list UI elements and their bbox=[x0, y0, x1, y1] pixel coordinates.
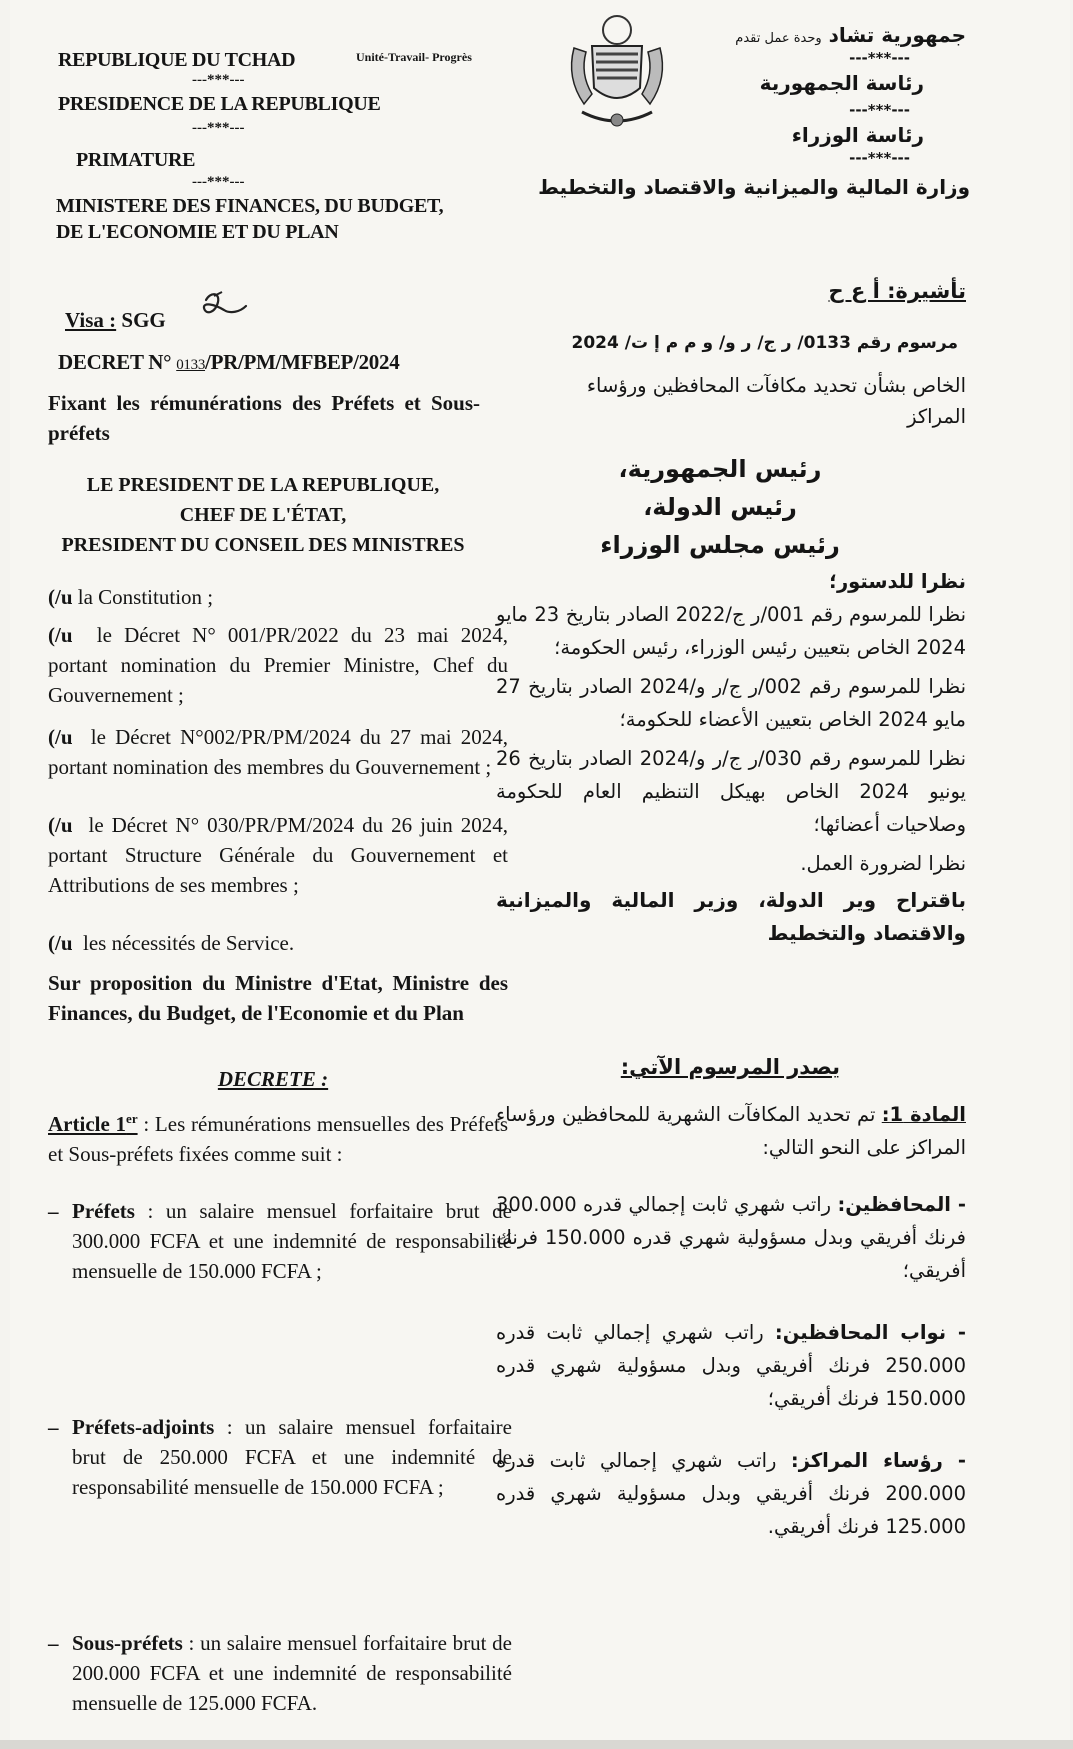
ar-ministry: وزارة المالية والميزانية والاقتصاد والتخطيط bbox=[538, 175, 970, 199]
ar-considerations bbox=[496, 565, 966, 950]
fr-vu-decree-001: (/u le Décret N° 001/PR/2022 du 23 mai 2024, portant nomination du Premier Ministre, Chef du Gouvernement ; bbox=[48, 623, 509, 707]
fr-vu-decree-002: (/u le Décret N°002/PR/PM/2024 du 27 mai 2024, portant nomination des membres du Gouvernement ; bbox=[48, 725, 508, 779]
ar-visa: تأشيرة: أ ع ح bbox=[828, 279, 966, 303]
fr-item-prefets-adjoints: – Préfets-adjoints : un salaire mensuel forfaitaire brut de 250.000 FCFA et une indemnité de responsabilité mensuelle de 150.000 FCFA ; bbox=[48, 1415, 512, 1499]
ar-proposal: باقتراح وير الدولة، وزير المالية والميزانية والاقتصاد والتخطيط bbox=[496, 888, 966, 945]
ar-item-center-heads: - رؤساء المراكز: راتب شهري إجمالي ثابت قدره 200.000 فرنك أفريقي وبدل مسؤولية شهري قدره 125.000 فرنك أفريقي. bbox=[496, 1449, 966, 1538]
document-page bbox=[10, 0, 1070, 1749]
ar-prime-minister: رئاسة الوزراء bbox=[791, 123, 924, 147]
fr-visa bbox=[65, 308, 166, 333]
page-bottom-edge bbox=[0, 1740, 1073, 1749]
fr-visa-value: SGG bbox=[121, 308, 166, 332]
fr-vu-constitution: (/u la Constitution ; bbox=[48, 585, 214, 609]
fr-decree-number: DECRET N° 0133/PR/PM/MFBEP/2024 bbox=[58, 350, 400, 374]
fr-article-1-label: Article 1er bbox=[48, 1111, 138, 1136]
fr-article-1: Article 1er : Les rémunérations mensuelles des Préfets et Sous-préfets fixées comme suit : bbox=[48, 1111, 508, 1166]
fr-decree-subject: Fixant les rémunérations des Préfets et Sous-préfets bbox=[48, 391, 480, 445]
fr-separator: ---***--- bbox=[192, 120, 245, 136]
ar-article-1: المادة 1: تم تحديد المكافآت الشهرية للمحافظين ورؤساء المراكز على النحو التالي: bbox=[496, 1103, 966, 1159]
fr-proposal: Sur proposition du Ministre d'Etat, Ministre des Finances, du Budget, de l'Economie et du Plan bbox=[48, 971, 508, 1025]
visa-signature bbox=[200, 290, 248, 326]
ar-presidency: رئاسة الجمهورية bbox=[759, 71, 924, 95]
ar-item-governors: - المحافظين: راتب شهري ثابت إجمالي قدره 300.000 فرنك أفريقي وبدل مسؤولية شهري قدره 150.000 فرنك أفريقي؛ bbox=[496, 1193, 967, 1282]
ar-president-titles: رئيس الجمهورية، رئيس الدولة، رئيس مجلس الوزراء bbox=[600, 455, 840, 559]
ar-separator: ---***--- bbox=[849, 149, 910, 167]
ar-separator: ---***--- bbox=[849, 49, 910, 67]
ar-republic-line: جمهورية تشاد وحدة عمل تقدم bbox=[735, 23, 966, 47]
fr-primature: PRIMATURE bbox=[76, 149, 196, 171]
fr-vu-decree-030: (/u le Décret N° 030/PR/PM/2024 du 26 juin 2024, portant Structure Générale du Gouvernement et Attributions de ses membres ; bbox=[48, 813, 508, 897]
fr-item-sous-prefets: – Sous-préfets : un salaire mensuel forfaitaire brut de 200.000 FCFA et une indemnité de responsabilité mensuelle de 125.000 FCFA. bbox=[48, 1631, 512, 1715]
ar-issue-heading: يصدر المرسوم الآتي: bbox=[620, 1055, 840, 1079]
fr-republic: REPUBLIQUE DU TCHAD bbox=[58, 49, 296, 71]
fr-presidency: PRESIDENCE DE LA REPUBLIQUE bbox=[58, 93, 381, 115]
fr-ministry-line-2: DE L'ECONOMIE ET DU PLAN bbox=[56, 221, 339, 243]
ar-v-decree-030: نظرا للمرسوم رقم 030/ر ج/ر و/2024 الصادر بتاريخ 26 يونيو 2024 الخاص بهيكل التنظيم العام للحكومة وصلاحيات أعضائها؛ bbox=[496, 747, 967, 836]
ar-v-constitution: نظرا للدستور؛ bbox=[829, 570, 966, 593]
ar-decree-subject: الخاص بشأن تحديد مكافآت المحافظين ورؤساء المراكز bbox=[586, 374, 966, 428]
fr-vu-service: (/u les nécessités de Service. bbox=[48, 931, 295, 955]
ar-v-decree-002: نظرا للمرسوم رقم 002/ر ج/ر و/2024 الصادر بتاريخ 27 مايو 2024 الخاص بتعيين الأعضاء للحكومة؛ bbox=[496, 675, 967, 731]
fr-item-prefets: – Préfets : un salaire mensuel forfaitaire brut de 300.000 FCFA et une indemnité de responsabilité mensuelle de 150.000 FCFA ; bbox=[48, 1199, 512, 1283]
ar-item-vice-governors: - نواب المحافظين: راتب شهري إجمالي ثابت قدره 250.000 فرنك أفريقي وبدل مسؤولية شهري قدره 150.000 فرنك أفريقي؛ bbox=[496, 1321, 966, 1410]
fr-president-titles: LE PRESIDENT DE LA REPUBLIQUE, CHEF DE L'ÉTAT, PRESIDENT DU CONSEIL DES MINISTRES bbox=[61, 474, 465, 556]
ar-v-decree-001: نظرا للمرسوم رقم 001/ر ج/2022 الصادر بتاريخ 23 مايو 2024 الخاص بتعيين رئيس الوزراء، رئيس الحكومة؛ bbox=[496, 603, 967, 659]
fr-ministry-line-1: MINISTERE DES FINANCES, DU BUDGET, bbox=[56, 195, 444, 217]
fr-separator: ---***--- bbox=[192, 174, 245, 190]
fr-separator: ---***--- bbox=[192, 72, 245, 88]
fr-motto: Unité-Travail- Progrès bbox=[356, 50, 472, 64]
ar-v-service: نظرا لضرورة العمل. bbox=[800, 852, 966, 875]
ar-decree-number: مرسوم رقم 0133/ ر ج/ ر و/ و م م إ ت/ 2024 bbox=[571, 333, 958, 353]
fr-visa-label: Visa : bbox=[65, 308, 117, 332]
ar-separator: ---***--- bbox=[849, 101, 910, 119]
fr-decrete-heading: DECRETE : bbox=[217, 1067, 329, 1091]
fr-decree-handwritten-number: 0133 bbox=[176, 357, 206, 373]
